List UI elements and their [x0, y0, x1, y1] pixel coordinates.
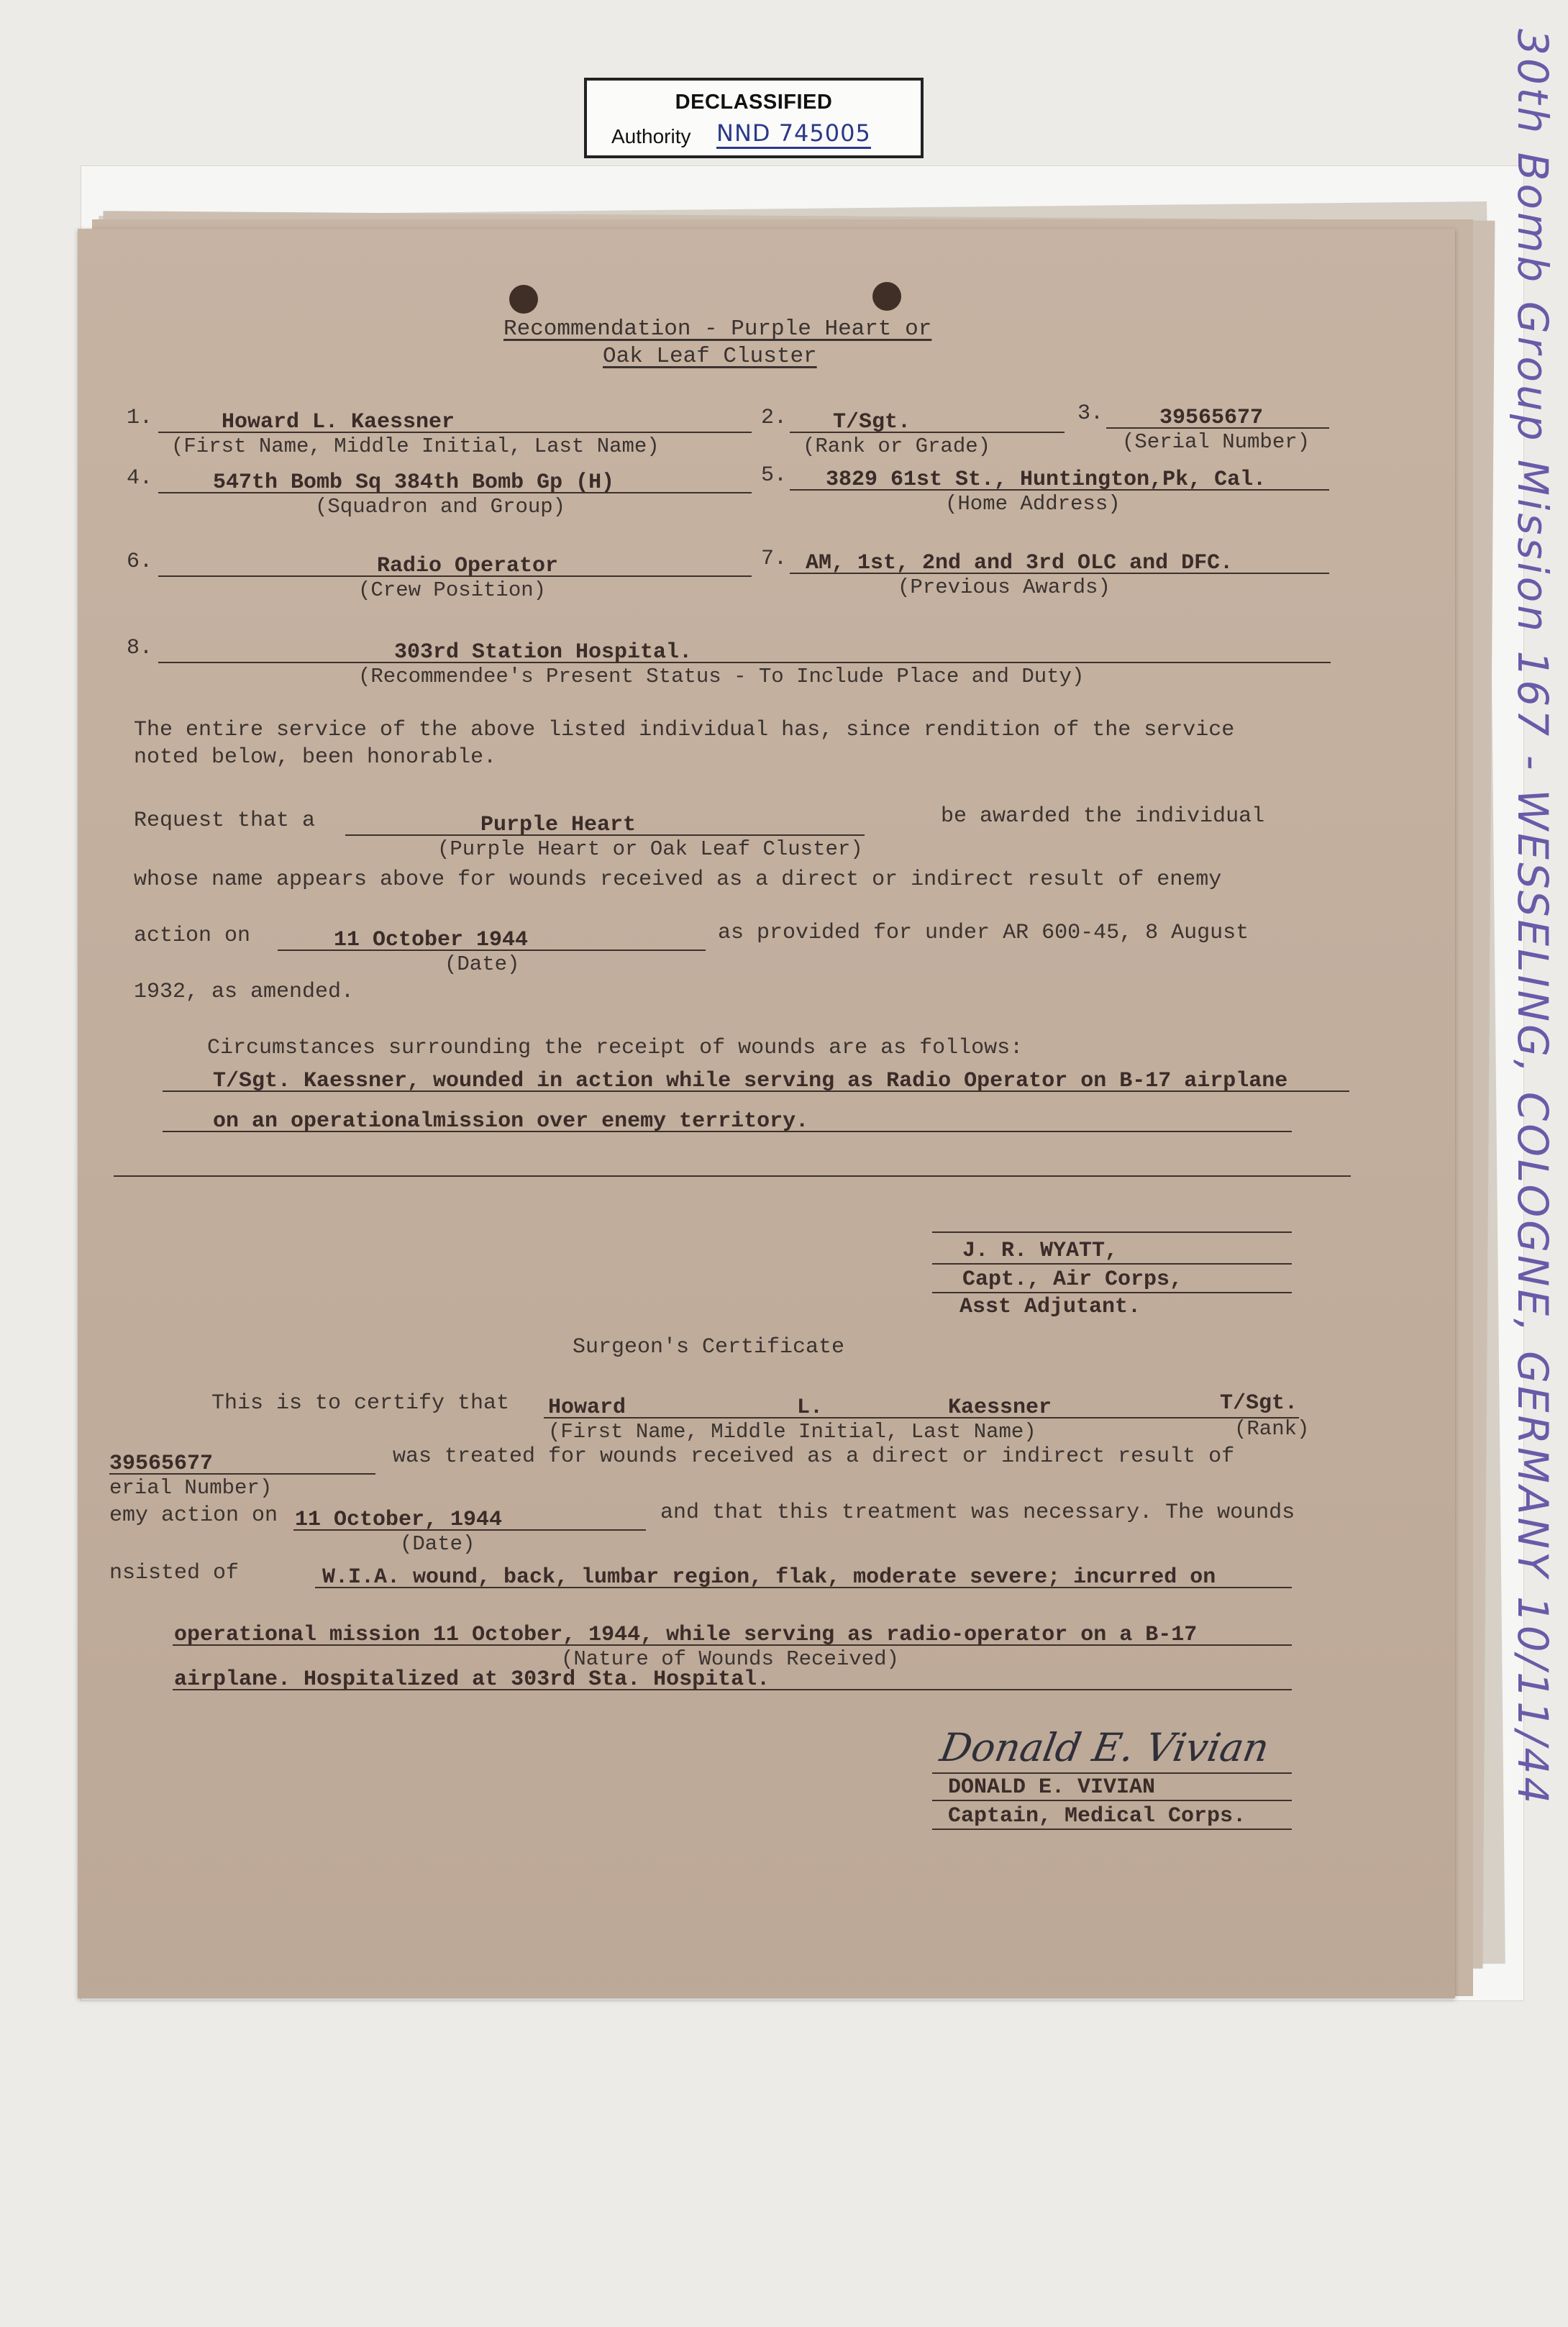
crew-position-caption: (Crew Position): [358, 578, 547, 602]
cert-name-caption: (First Name, Middle Initial, Last Name): [548, 1420, 1036, 1444]
signer-name: DONALD E. VIVIAN: [948, 1775, 1156, 1800]
adjutant-name: J. R. WYATT,: [962, 1239, 1118, 1263]
action-suffix: as provided for under AR 600-45, 8 August: [718, 921, 1249, 945]
cert-last-name: Kaessner: [948, 1395, 1052, 1420]
squadron-field: 547th Bomb Sq 384th Bomb Gp (H): [213, 470, 615, 495]
cert-wounds-caption: (Nature of Wounds Received): [561, 1647, 899, 1671]
adjutant-rank: Capt., Air Corps,: [962, 1267, 1183, 1292]
item-number: 7.: [761, 547, 788, 571]
field-rule: [932, 1800, 1292, 1801]
field-rule: [790, 432, 1065, 433]
rank-caption: (Rank or Grade): [803, 434, 991, 458]
signer-rank: Captain, Medical Corps.: [948, 1804, 1246, 1829]
service-statement-line1: The entire service of the above listed individual has, since rendition of the service: [134, 718, 1235, 742]
cert-first-name: Howard: [548, 1395, 626, 1420]
surgeons-certificate-title: Surgeon's Certificate: [573, 1335, 845, 1360]
action-date-caption: (Date): [445, 952, 520, 976]
name-field: Howard L. Kaessner: [222, 410, 455, 434]
previous-awards-field: AM, 1st, 2nd and 3rd OLC and DFC.: [806, 551, 1234, 575]
cert-serial-caption: erial Number): [109, 1476, 273, 1500]
item-number: 4.: [127, 466, 153, 491]
item-number: 5.: [761, 463, 788, 488]
cert-serial: 39565677: [109, 1452, 214, 1476]
address-field: 3829 61st St., Huntington,Pk, Cal.: [826, 468, 1267, 492]
service-statement-line2: noted below, been honorable.: [134, 745, 497, 770]
field-rule: [544, 1417, 1299, 1418]
stamp-authority-number: NND 745005: [716, 119, 871, 149]
item-number: 6.: [127, 550, 153, 574]
cert-enemy-prefix: emy action on: [109, 1503, 278, 1528]
form-title-line2: Oak Leaf Cluster: [603, 344, 817, 369]
request-suffix: be awarded the individual: [941, 804, 1265, 829]
crew-position-field: Radio Operator: [377, 554, 559, 578]
amended-text: 1932, as amended.: [134, 980, 355, 1004]
cert-wounds-line2: operational mission 11 October, 1944, while serving as radio-operator on a B-17: [174, 1623, 1198, 1647]
circumstances-intro: Circumstances surrounding the receipt of wounds are as follows:: [207, 1036, 1024, 1060]
field-rule: [932, 1292, 1292, 1293]
cert-wounds-line1: W.I.A. wound, back, lumbar region, flak, moderate severe; incurred on: [322, 1565, 1216, 1590]
item-number: 2.: [761, 406, 788, 430]
handwritten-side-note: 30th Bomb Group Mission 167 - WESSELING, COLOGNE, GERMANY 10/11/44: [1508, 29, 1557, 1807]
squadron-caption: (Squadron and Group): [315, 495, 566, 519]
previous-awards-caption: (Previous Awards): [898, 575, 1111, 599]
cert-wounds-line3: airplane. Hospitalized at 303rd Sta. Hospital.: [174, 1667, 770, 1692]
award-caption: (Purple Heart or Oak Leaf Cluster): [437, 837, 863, 861]
stamp-title: DECLASSIFIED: [675, 91, 833, 114]
item-number: 1.: [127, 406, 153, 430]
cert-middle-initial: L.: [797, 1395, 824, 1420]
field-rule: [932, 1231, 1292, 1233]
cert-treated-text: was treated for wounds received as a direct or indirect result of: [393, 1444, 1235, 1469]
item-number: 3.: [1077, 401, 1104, 426]
punch-hole: [509, 285, 538, 314]
field-rule: [932, 1263, 1292, 1265]
item-number: 8.: [127, 636, 153, 660]
circumstances-line2: on an operationalmission over enemy territory.: [213, 1109, 809, 1134]
name-caption: (First Name, Middle Initial, Last Name): [171, 434, 660, 458]
cert-enemy-suffix: and that this treatment was necessary. The wounds: [660, 1501, 1295, 1525]
cert-consisted-prefix: nsisted of: [109, 1561, 240, 1585]
present-status-caption: (Recommendee's Present Status - To Include Place and Duty): [358, 665, 1085, 688]
cert-rank-caption: (Rank): [1234, 1417, 1310, 1441]
rank-field: T/Sgt.: [833, 410, 911, 434]
wounds-statement: whose name appears above for wounds received as a direct or indirect result of enemy: [134, 867, 1222, 892]
form-page: [78, 229, 1455, 1998]
surgeon-signature: Donald E. Vivian: [936, 1725, 1273, 1770]
cert-rank: T/Sgt.: [1220, 1391, 1298, 1416]
present-status-field: 303rd Station Hospital.: [394, 640, 693, 665]
field-rule: [158, 662, 1331, 663]
field-rule: [114, 1175, 1351, 1177]
address-caption: (Home Address): [945, 492, 1121, 516]
field-rule: [932, 1829, 1292, 1830]
action-date-field: 11 October 1944: [334, 928, 529, 952]
adjutant-title: Asst Adjutant.: [960, 1295, 1141, 1319]
form-title-line1: Recommendation - Purple Heart or: [503, 317, 932, 342]
field-rule: [932, 1772, 1292, 1774]
circumstances-line1: T/Sgt. Kaessner, wounded in action while serving as Radio Operator on B-17 airplane: [213, 1069, 1288, 1093]
cert-date-caption: (Date): [400, 1532, 475, 1556]
serial-caption: (Serial Number): [1122, 430, 1311, 454]
action-prefix: action on: [134, 924, 251, 948]
certify-prefix: This is to certify that: [211, 1391, 510, 1416]
request-prefix: Request that a: [134, 809, 316, 833]
punch-hole: [872, 282, 901, 311]
declassified-stamp: [584, 78, 924, 158]
stamp-authority-label: Authority: [611, 125, 691, 147]
serial-field: 39565677: [1159, 406, 1264, 430]
award-field: Purple Heart: [480, 813, 637, 837]
cert-date: 11 October, 1944: [295, 1508, 503, 1532]
